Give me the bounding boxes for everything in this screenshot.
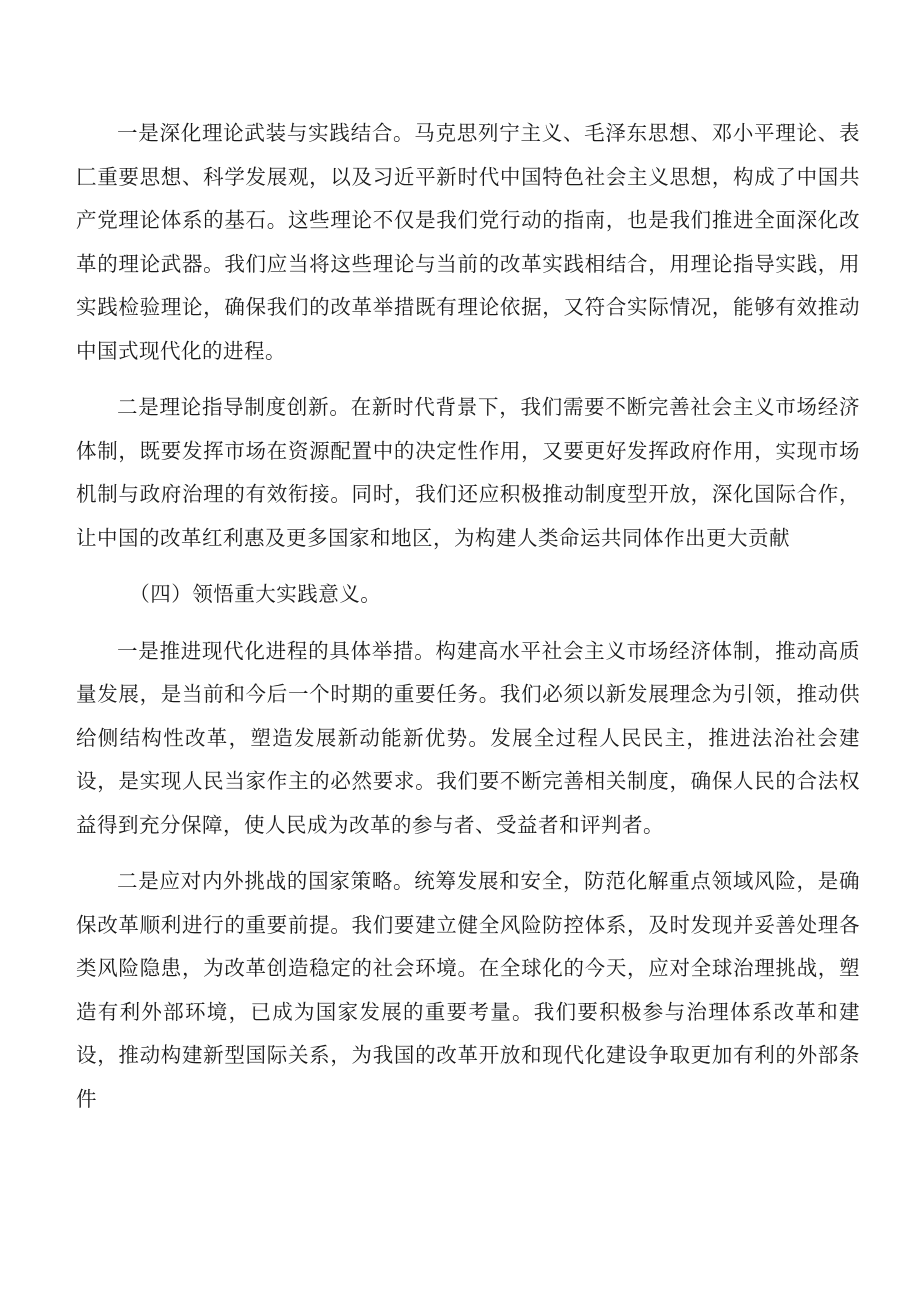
paragraph-modernization-measures: 一是推进现代化进程的具体举措。构建高水平社会主义市场经济体制，推动高质量发展，是当前和今后一个时期的重要任务。我们必须以新发展理念为引领，推动供给侧结构性改革，塑造发展新动能新优势。发展全过程人民民主，推进法治社会建设，是实现人民当家作主的必然要求。我们要不断完善相关制度，确保人民的合法权益得到充分保障，使人民成为改革的参与者、受益者和评判者。 [76, 638, 860, 837]
paragraph-institutional-innovation: 二是理论指导制度创新。在新时代背景下，我们需要不断完善社会主义市场经济体制，既要发挥市场在资源配置中的决定性作用，又要更好发挥政府作用，实现市场机制与政府治理的有效衔接。同时，我们还应积极推动制度型开放，深化国际合作，让中国的改革红利惠及更多国家和地区，为构建人类命运共同体作出更大贡献 [76, 395, 860, 550]
section-heading: （四）领悟重大实践意义。 [129, 582, 382, 606]
paragraph-national-strategy: 二是应对内外挑战的国家策略。统筹发展和安全，防范化解重点领域风险，是确保改革顺利进行的重要前提。我们要建立健全风险防控体系，及时发现并妥善处理各类风险隐患，为改革创造稳定的社会环境。在全球化的今天，应对全球治理挑战，塑造有利外部环境，已成为国家发展的重要考量。我们要积极参与治理体系改革和建设，推动构建新型国际关系，为我国的改革开放和现代化建设争取更加有利的外部条件 [76, 869, 860, 1111]
document-page [76, 112, 860, 1121]
paragraph-theory-practice: 一是深化理论武装与实践结合。马克思列宁主义、毛泽东思想、邓小平理论、表匚重要思想、科学发展观，以及习近平新时代中国特色社会主义思想，构成了中国共产党理论体系的基石。这些理论不仅是我们党行动的指南，也是我们推进全面深化改革的理论武器。我们应当将这些理论与当前的改革实践相结合，用理论指导实践，用实践检验理论，确保我们的改革举措既有理论依据，又符合实际情况，能够有效推动中国式现代化的进程。 [76, 121, 860, 363]
